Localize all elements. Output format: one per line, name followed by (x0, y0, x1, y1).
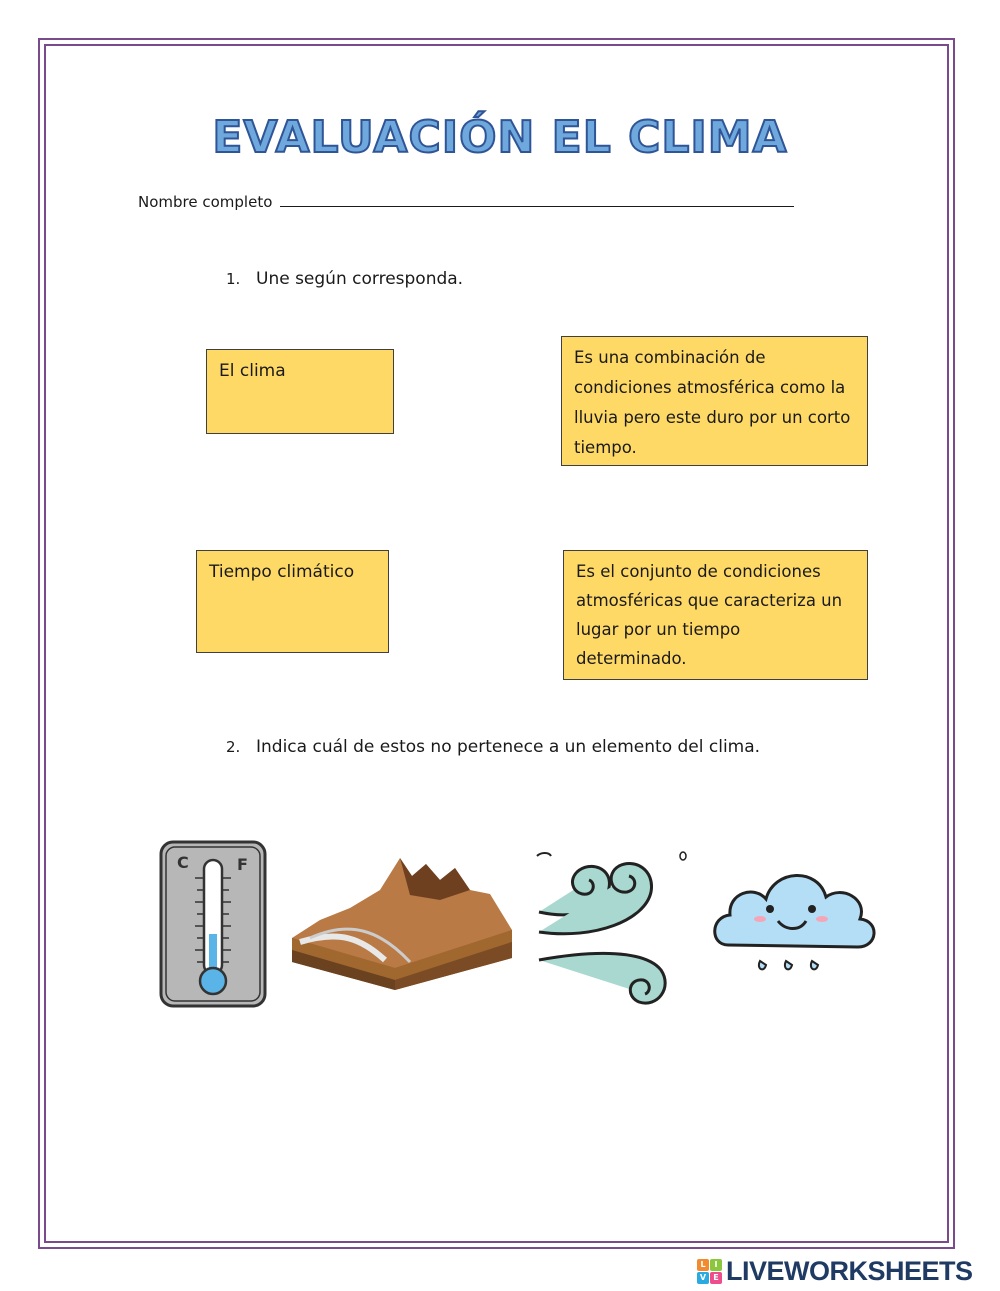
climate-images-row (150, 830, 885, 1025)
match-box-el-clima[interactable] (206, 349, 394, 434)
name-line (138, 192, 794, 211)
question-1-number: 1. (226, 270, 241, 288)
match-box-definition-2[interactable] (563, 550, 868, 680)
celsius-label: C (177, 853, 189, 872)
thermometer-icon[interactable] (155, 838, 270, 1010)
question-2-number: 2. (226, 738, 241, 756)
logo-block-e: E (710, 1272, 722, 1284)
name-label: Nombre completo (138, 193, 273, 211)
logo-block-v: V (697, 1272, 709, 1284)
match-box-definition-2-text: Es el conjunto de condiciones atmosféricas que caracteriza un lugar por un tiempo determinado. (576, 562, 843, 668)
match-box-definition-1-text: Es una combinación de condiciones atmosférica como la lluvia pero este duro por un corto tiempo. (574, 348, 851, 457)
mountain-landscape-icon[interactable] (290, 850, 515, 1000)
logo-text: LIVEWORKSHEETS (726, 1255, 973, 1286)
liveworksheets-logo (697, 1256, 973, 1286)
question-1 (226, 269, 463, 289)
match-box-definition-1[interactable] (561, 336, 868, 466)
question-2-text: Indica cuál de estos no pertenece a un elemento del clima. (256, 737, 761, 757)
logo-blocks-icon (697, 1259, 722, 1284)
name-field[interactable] (280, 192, 794, 207)
rain-cloud-icon[interactable] (708, 855, 883, 985)
wind-swirl-icon[interactable] (535, 850, 695, 1020)
fahrenheit-label: F (237, 855, 248, 874)
match-box-el-clima-label: El clima (219, 361, 286, 381)
question-1-text: Une según corresponda. (256, 269, 464, 289)
logo-block-l: L (697, 1259, 709, 1271)
question-2 (226, 737, 760, 757)
logo-block-i: I (710, 1259, 722, 1271)
match-box-tiempo-climatico-label: Tiempo climático (209, 562, 355, 582)
page-title: EVALUACIÓN EL CLIMA (212, 112, 788, 163)
match-box-tiempo-climatico[interactable] (196, 550, 389, 653)
